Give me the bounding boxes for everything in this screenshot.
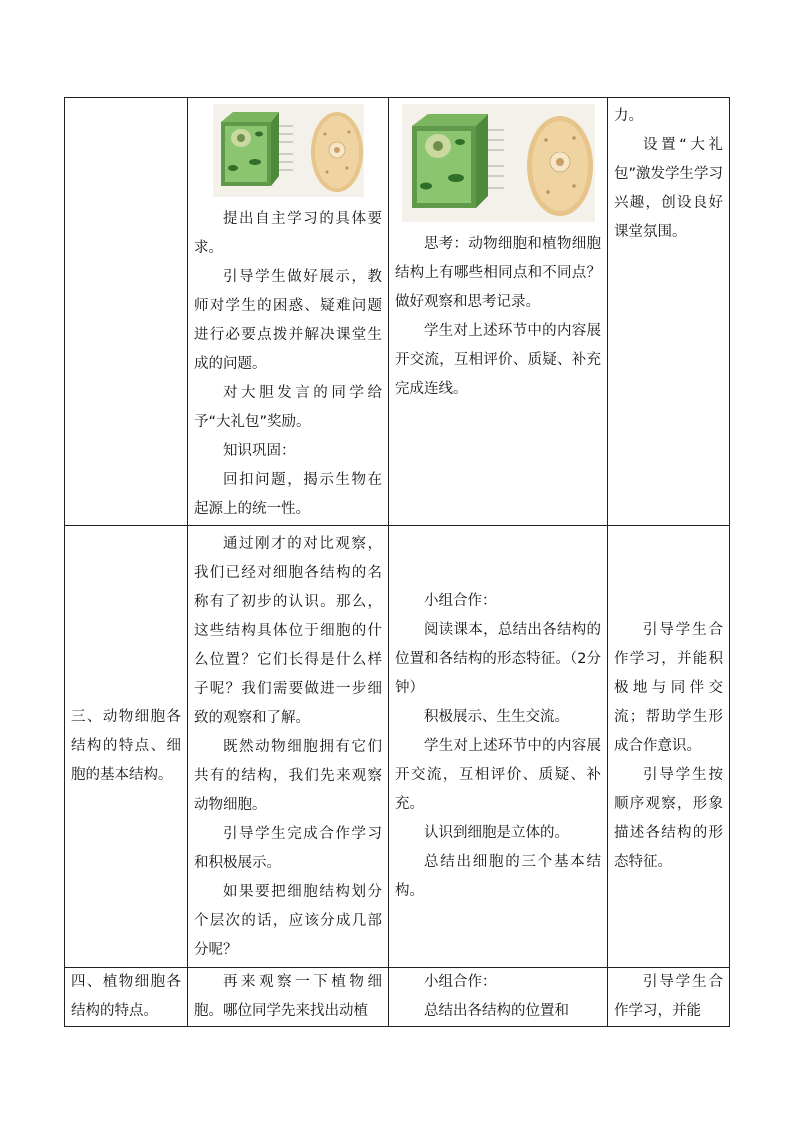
paragraph: 对大胆发言的同学给予“大礼包”奖励。	[194, 385, 382, 430]
paragraph: 引导学生合作学习，并能积极地与同伴交流；帮助学生形成合作意识。	[614, 622, 723, 754]
paragraph: 如果要把细胞结构划分个层次的话，应该分成几部分呢？	[194, 884, 382, 958]
teacher-activity-cell	[188, 526, 389, 968]
paragraph: 学生对上述环节中的内容展开交流，互相评价、质疑、补充。	[395, 738, 601, 812]
plant-animal-cell-illustration	[213, 104, 364, 197]
paragraph: 积极展示、生生交流。	[424, 709, 569, 725]
paragraph: 既然动物细胞拥有它们共有的结构，我们先来观察动物细胞。	[194, 739, 382, 813]
stage-title: 三、动物细胞各结构的特点、细胞的基本结构。	[71, 709, 181, 783]
student-activity-cell	[389, 968, 608, 1027]
cell-comparison-figure	[402, 104, 595, 222]
animal-cell-figure	[311, 112, 363, 192]
paragraph: 知识巩固：	[223, 443, 296, 459]
paragraph: 阅读课本，总结出各结构的位置和各结构的形态特征。（2分钟）	[395, 622, 601, 696]
stage-title: 四、植物细胞各结构的特点。	[71, 974, 181, 1019]
lesson-plan-table	[64, 97, 730, 1027]
plant-cell-figure	[412, 114, 488, 208]
teacher-activity-cell	[188, 98, 389, 526]
paragraph: 通过刚才的对比观察，我们已经对细胞各结构的名称有了初步的认识。那么，这些结构具体位于细胞的什么位置？它们长得是什么样子呢？我们需要做进一步细致的观察和了解。	[194, 536, 382, 726]
design-intent-cell	[608, 526, 730, 968]
paragraph: 小组合作：	[424, 593, 497, 609]
paragraph: 学生对上述环节中的内容展开交流，互相评价、质疑、补充完成连线。	[395, 323, 601, 397]
paragraph: 再来观察一下植物细胞。哪位同学先来找出动植	[194, 974, 382, 1019]
student-activity-cell	[389, 98, 608, 526]
paragraph: 总结出细胞的三个基本结构。	[395, 854, 601, 899]
stage-cell	[65, 98, 188, 526]
design-intent-cell	[608, 968, 730, 1027]
paragraph: 力。	[614, 108, 643, 124]
teacher-activity-cell	[188, 968, 389, 1027]
stage-cell	[65, 526, 188, 968]
paragraph: 小组合作：	[424, 974, 497, 990]
paragraph: 引导学生完成合作学习和积极展示。	[194, 826, 382, 871]
table-row	[65, 968, 730, 1027]
paragraph: 总结出各结构的位置和	[424, 1003, 569, 1019]
table-row	[65, 526, 730, 968]
paragraph: 引导学生按顺序观察，形象描述各结构的形态特征。	[614, 767, 723, 870]
paragraph: 设置“大礼包”激发学生学习兴趣，创设良好课堂氛围。	[614, 137, 724, 240]
paragraph: 思考：动物细胞和植物细胞结构上有哪些相同点和不同点？做好观察和思考记录。	[395, 236, 601, 310]
stage-cell	[65, 968, 188, 1027]
plant-cell-figure	[221, 112, 279, 186]
animal-cell-figure	[527, 116, 593, 216]
paragraph: 引导学生做好展示，教师对学生的困惑、疑难问题进行必要点拨并解决课堂生成的问题。	[194, 269, 382, 372]
table-row	[65, 98, 730, 526]
paragraph: 引导学生合作学习，并能	[614, 974, 723, 1019]
paragraph: 认识到细胞是立体的。	[424, 825, 569, 841]
cell-comparison-figure	[213, 104, 364, 197]
design-intent-cell	[608, 98, 730, 526]
plant-animal-cell-illustration	[402, 104, 595, 222]
student-activity-cell	[389, 526, 608, 968]
paragraph: 回扣问题，揭示生物在起源上的统一性。	[194, 472, 382, 517]
paragraph: 提出自主学习的具体要求。	[194, 211, 382, 256]
